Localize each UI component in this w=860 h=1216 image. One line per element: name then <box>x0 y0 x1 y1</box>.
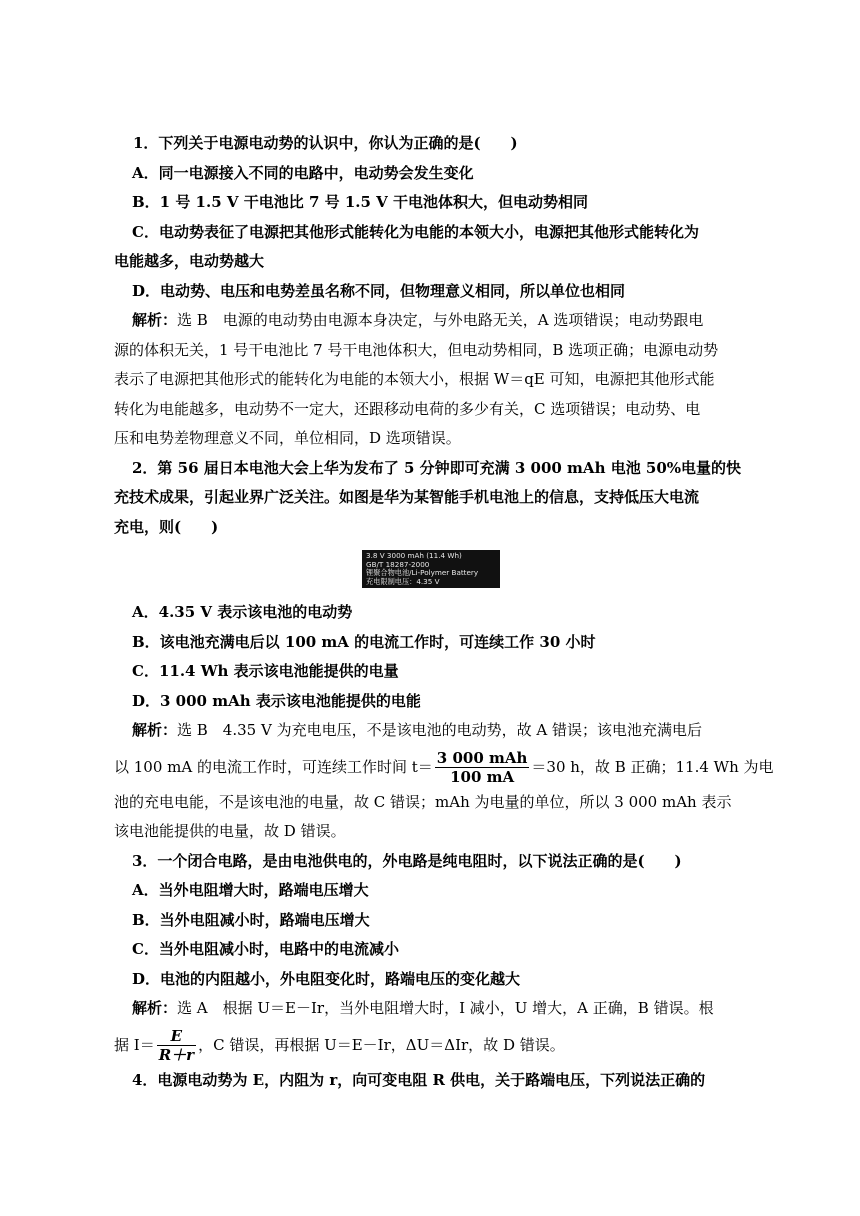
q1-option-c-line1: C．电动势表征了电源把其他形式能转化为电能的本领大小，电源把其他形式能转化为 <box>132 222 699 241</box>
q1-answer-line4: 转化为电能越多，电动势不一定大，还跟移动电荷的多少有关，C 选项错误；电动势、电 <box>114 399 701 418</box>
q2-fraction-numerator: 3 000 mAh <box>436 749 528 767</box>
q3-current-fraction <box>157 1027 196 1064</box>
q3-fraction-denominator: R＋r <box>158 1046 195 1064</box>
q2-option-d: D．3 000 mAh 表示该电池能提供的电能 <box>132 691 421 710</box>
battery-label-figure <box>132 546 730 592</box>
battery-line-3: 锂聚合物电池/Li-Polymer Battery <box>366 568 479 578</box>
q3-answer-line1 <box>132 994 730 1024</box>
q1-answer-line3: 表示了电源把其他形式的能转化为电能的本领大小，根据 W＝qE 可知，电源把其他形式能 <box>114 370 715 388</box>
q2-stem-line1: 2．第 56 届日本电池大会上华为发布了 5 分钟即可充满 3 000 mAh 电池 50%电量的快 <box>132 458 742 477</box>
q3-answer-label: 解析： <box>132 999 178 1017</box>
q2-answer-label: 解析： <box>132 721 178 739</box>
q2-answer-line3: 池的充电电能，不是该电池的电量，故 C 错误；mAh 为电量的单位，所以 3 000 mAh 表示 <box>114 792 732 811</box>
q2-stem-line3: 充电，则( ) <box>114 517 219 536</box>
q1-answer-line1 <box>132 306 730 336</box>
q1-answer-label: 解析： <box>132 311 178 329</box>
q1-option-b: B．1 号 1.5 V 干电池比 7 号 1.5 V 干电池体积大，但电动势相同 <box>132 193 589 211</box>
q1-option-d: D．电动势、电压和电势差虽名称不同，但物理意义相同，所以单位也相同 <box>132 281 626 300</box>
q2-stem-line2: 充技术成果，引起业界广泛关注。如图是华为某智能手机电池上的信息，支持低压大电流 <box>114 488 700 506</box>
q3-option-d: D．电池的内阻越小，外电阻变化时，路端电压的变化越大 <box>132 969 521 988</box>
q3-option-b: B．当外电阻减小时，路端电压增大 <box>132 910 370 929</box>
q2-answer-text1: 选 B 4.35 V 为充电电压，不是该电池的电动势，故 A 错误；该电池充满电后 <box>177 721 702 739</box>
q1-option-c-line2: 电能越多，电动势越大 <box>114 252 265 270</box>
q1-answer-line2: 源的体积无关，1 号干电池比 7 号干电池体积大，但电动势相同，B 选项正确；电源电动势 <box>114 340 719 359</box>
battery-line-1: 3.8 V 3000 mAh (11.4 Wh) <box>366 551 462 560</box>
battery-line-2: GB/T 18287-2000 <box>366 559 430 569</box>
q3-answer-text1: 选 A 根据 U＝E－Ir，当外电阻增大时，I 减小，U 增大，A 正确，B 错误。根 <box>177 999 714 1017</box>
q3-answer-text2-pre: 据 I＝ <box>114 1035 155 1054</box>
q3-option-c: C．当外电阻减小时，电路中的电流减小 <box>132 940 399 958</box>
q2-option-b: B．该电池充满电后以 100 mA 的电流工作时，可连续工作 30 小时 <box>132 632 596 651</box>
q3-answer-text2-post: ，C 错误，再根据 U＝E－Ir，ΔU＝ΔIr，故 D 错误。 <box>198 1035 565 1054</box>
battery-label-image <box>362 550 500 588</box>
q2-option-c: C．11.4 Wh 表示该电池能提供的电量 <box>132 662 399 680</box>
q1-answer-text1: 选 B 电源的电动势由电源本身决定，与外电路无关，A 选项错误；电动势跟电 <box>177 311 704 329</box>
q2-answer-text2-pre: 以 100 mA 的电流工作时，可连续工作时间 t＝ <box>114 757 433 776</box>
q4-stem: 4．电源电动势为 E，内阻为 r，向可变电阻 R 供电，关于路端电压，下列说法正确的 <box>132 1070 706 1089</box>
q1-answer-line5: 压和电势差物理意义不同，单位相同，D 选项错误。 <box>114 429 461 447</box>
q2-answer-text2-post: ＝30 h，故 B 正确；11.4 Wh 为电 <box>531 757 774 776</box>
battery-line-4: 充电限制电压：4.35 V <box>366 576 440 586</box>
q1-stem: 1．下列关于电源电动势的认识中，你认为正确的是( ) <box>133 134 518 152</box>
q2-time-fraction <box>435 749 530 786</box>
q3-stem: 3．一个闭合电路，是由电池供电的，外电路是纯电阻时，以下说法正确的是( ) <box>132 851 682 870</box>
q2-answer-line4: 该电池能提供的电量，故 D 错误。 <box>114 822 346 840</box>
q3-answer-line2 <box>114 1024 730 1066</box>
q2-answer-line2 <box>114 746 774 788</box>
q2-fraction-denominator: 100 mA <box>450 768 515 786</box>
q1-option-a: A．同一电源接入不同的电路中，电动势会发生变化 <box>132 163 474 182</box>
q3-option-a: A．当外电阻增大时，路端电压增大 <box>132 881 369 899</box>
q2-option-a: A．4.35 V 表示该电池的电动势 <box>132 603 353 621</box>
q3-fraction-numerator: E <box>157 1027 196 1046</box>
q2-answer-line1 <box>132 716 730 746</box>
